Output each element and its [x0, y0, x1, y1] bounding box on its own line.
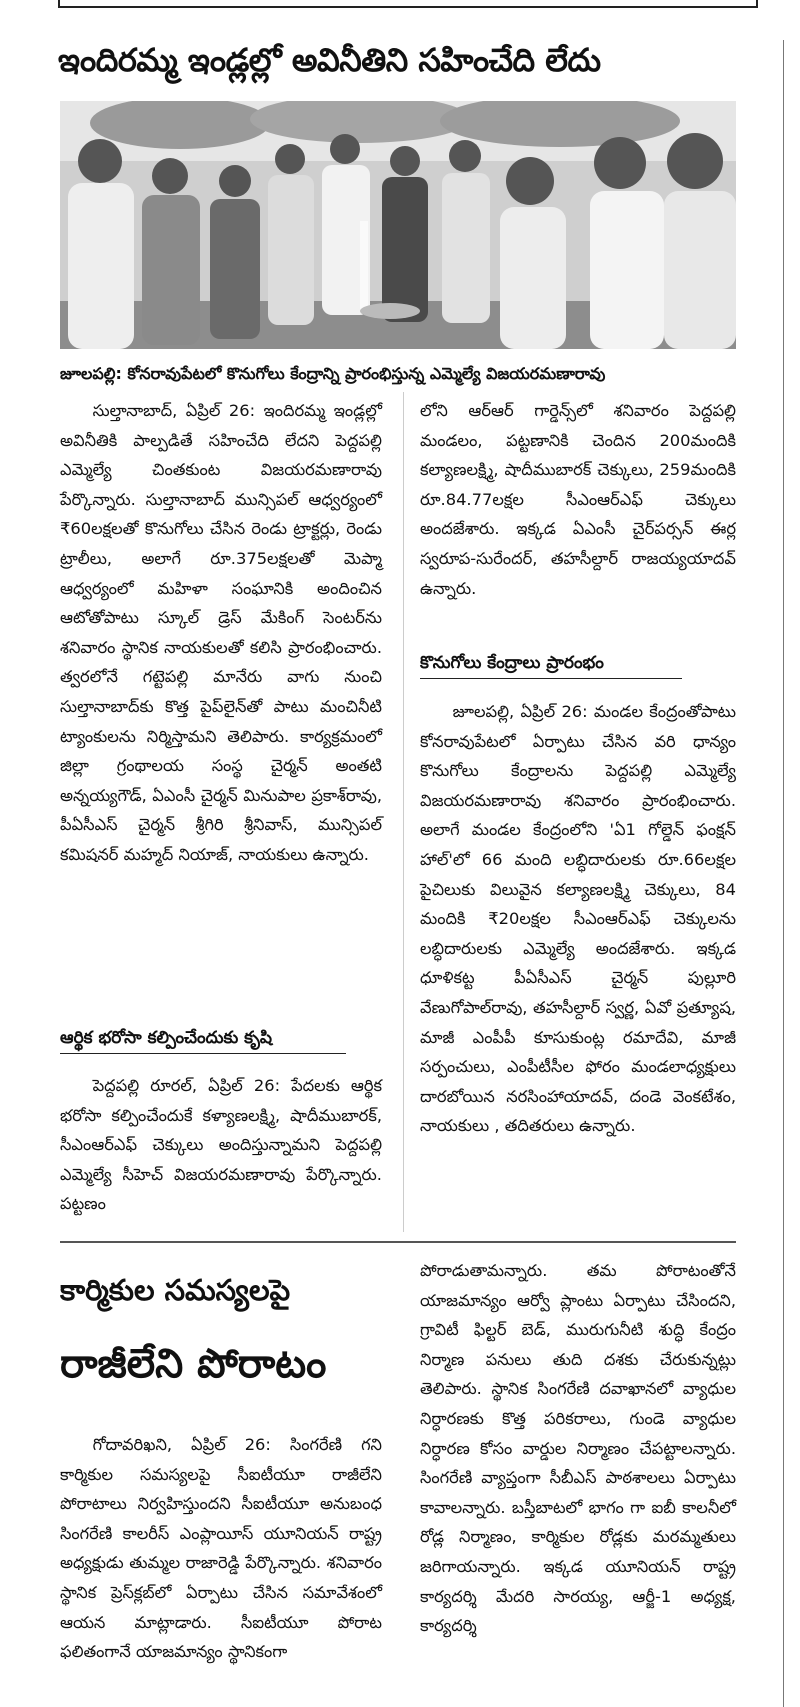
column-divider — [403, 392, 404, 1232]
column-rule — [783, 40, 784, 1707]
story4-heading-line2: రాజీలేని పోరాటం — [60, 1341, 327, 1387]
section-divider — [60, 1241, 736, 1243]
story2-body-left — [60, 1071, 382, 1219]
story3-paragraph: జూలపల్లి, ఏప్రిల్ 26: మండల కేంద్రంతోపాటు కోనరావుపేటలో ఏర్పాటు చేసిన వరి ధాన్యం కొనుగోలు కేంద్రాలను పెద్దపల్లి ఎమ్మెల్యే విజయరమణారావు శనివారం ప్రారంభించారు. అలాగే మండల కేంద్రంలోని 'ఏ1 గోల్డెన్ ఫంక్షన్ హాల్'లో 66 మంది లబ్ధిదారులకు రూ.66లక్షల పైచిలుకు విలువైన కల్యాణలక్ష్మి చెక్కులు, 84 మందికి ₹20లక్షల సీఎంఆర్ఎఫ్ చెక్కులను లబ్ధిదారులకు ఎమ్మెల్యే అందజేశారు. ఇక్కడ ధూళికట్ట పీఏసీఎస్ చైర్మన్ పుల్లూరి వేణుగోపాల్‌రావు, తహసీల్దార్ స్వర్ణ, ఏవో ప్రత్యూష, మాజీ ఎంపీపీ కూసుకుంట్ల రమాదేవి, మాజీ సర్పంచులు, ఎంపీటీసీల ఫోరం మండలాధ్యక్షులు దారబోయిన నరసింహాయాదవ్, దండె వెంకటేశం, నాయకులు , తదితరులు ఉన్నారు. — [420, 702, 736, 1136]
news-photo — [60, 101, 736, 349]
story4-paragraph-left: గోదావరిఖని, ఏప్రిల్ 26: సింగరేణి గని కార్మికుల సమస్యలపై సీఐటీయూ రాజీలేని పోరాటాలు నిర్వహిస్తుందని సీఐటీయూ అనుబంధ సింగరేణి కాలరీస్ ఎంప్లాయీస్ యూనియన్ రాష్ట్ర అధ్యక్షుడు తుమ్మల రాజారెడ్డి పేర్కొన్నారు. శనివారం స్థానిక ప్రెస్‌క్లబ్‌లో ఏర్పాటు చేసిన సమావేశంలో ఆయన మాట్లాడారు. సీఐటీయూ పోరాట ఫలితంగానే యాజమాన్యం స్థానికంగా — [60, 1435, 382, 1662]
story4-body-left — [60, 1430, 382, 1667]
story4-body-right — [420, 1256, 736, 1641]
story1-body — [60, 396, 382, 870]
story2-body-right — [420, 396, 736, 603]
story3-body — [420, 697, 736, 1141]
story2-paragraph-left: పెద్దపల్లి రూరల్, ఏప్రిల్ 26: పేదలకు ఆర్థిక భరోసా కల్పించేందుకే కళ్యాణలక్ష్మి, షాదీముబారక్, సీఎంఆర్‌ఎఫ్ చెక్కులు అందిస్తున్నామని పెద్దపల్లి ఎమ్మెల్యే సీహెచ్ విజయరమణారావు పేర్కొన్నారు. పట్టణం — [60, 1076, 382, 1214]
previous-article-box-edge — [58, 0, 758, 8]
crowd-photo-illustration — [60, 101, 736, 349]
story4-paragraph-right: పోరాడుతామన్నారు. తమ పోరాటంతోనే యాజమాన్యం ఆర్వో ప్లాంటు ఏర్పాటు చేసిందని, గ్రావిటీ ఫిల్టర్ బెడ్, మురుగునీటి శుద్ధి కేంద్రం నిర్మాణ పనులు తుది దశకు చేరుకున్నట్లు తెలిపారు. స్థానిక సింగరేణి దవాఖానలో వ్యాధుల నిర్ధారణకు కొత్త పరికరాలు, గుండె వ్యాధుల నిర్ధారణ కోసం వార్డుల నిర్మాణం చేపట్టాలన్నారు. సింగరేణి వ్యాప్తంగా సీబీఎస్ పాఠశాలలు ఏర్పాటు కావాలన్నారు. బస్తీబాటలో భాగం గా ఐబీ కాలనీలో రోడ్ల నిర్మాణం, కార్మికుల రోడ్లకు మరమ్మతులు జరిగాయన్నారు. ఇక్కడ యూనియన్ రాష్ట్ర కార్యదర్శి మేదరి సారయ్య, ఆర్జీ-1 అధ్యక్ష, కార్యదర్శి — [420, 1261, 736, 1636]
story1-paragraph: సుల్తానాబాద్, ఏప్రిల్ 26: ఇందిరమ్మ ఇండ్లల్లో అవినీతికి పాల్పడితే సహించేది లేదని పెద్దపల్లి ఎమ్మెల్యే చింతకుంట విజయరమణారావు పేర్కొన్నారు. సుల్తానాబాద్ మున్సిపల్ ఆధ్వర్యంలో ₹60లక్షలతో కొనుగోలు చేసిన రెండు ట్రాక్టర్లు, రెండు ట్రాలీలు, అలాగే రూ.375లక్షలతో మెప్మా ఆధ్వర్యంలో మహిళా సంఘానికి అందించిన ఆటోతోపాటు స్కూల్ డ్రెస్ మేకింగ్ సెంటర్‌ను శనివారం స్థానిక నాయకులతో కలిసి ప్రారంభించారు. త్వరలోనే గట్టెపల్లి మానేరు వాగు నుంచి సుల్తానాబాద్‌కు కొత్త పైప్‌లైన్‌తో పాటు మంచినీటి ట్యాంకులను నిర్మిస్తామని తెలిపారు. కార్యక్రమంలో జిల్లా గ్రంథాలయ సంస్థ చైర్మన్ అంతటి అన్నయ్యగౌడ్, ఏఎంసీ చైర్మన్ మినుపాల ప్రకాశ్‌రావు, పీఏసీఎస్ చైర్మన్ శ్రీగిరి శ్రీనివాస్, మున్సిపల్ కమిషనర్ మహ్మద్ నియాజ్, నాయకులు ఉన్నారు. — [60, 401, 382, 864]
story2-heading: ఆర్థిక భరోసా కల్పించేందుకు కృషి — [60, 1023, 346, 1054]
story4-heading-line1: కార్మికుల సమస్యలపై — [60, 1273, 291, 1307]
photo-caption: జూలపల్లి: కోనరావుపేటలో కొనుగోలు కేంద్రాన్ని ప్రారంభిస్తున్న ఎమ్మెల్యే విజయరమణారావు — [60, 364, 606, 383]
story2-paragraph-right: లోని ఆర్‌ఆర్ గార్డెన్స్‌లో శనివారం పెద్దపల్లి మండలం, పట్టణానికి చెందిన 200మందికి కల్యాణలక్ష్మి, షాదీముబారక్ చెక్కులు, 259మందికి రూ.84.77లక్షల సీఎంఆర్ఎఫ్ చెక్కులు అందజేశారు. ఇక్కడ ఏఎంసీ చైర్‌పర్సన్ ఈర్ల స్వరూప-సురేందర్, తహసీల్దార్ రాజయ్యయాదవ్ ఉన్నారు. — [420, 401, 736, 598]
headline: ఇందిరమ్మ ఇండ్లల్లో అవినీతిని సహించేది లేదు — [58, 41, 601, 79]
story3-heading: కొనుగోలు కేంద్రాలు ప్రారంభం — [420, 648, 682, 679]
